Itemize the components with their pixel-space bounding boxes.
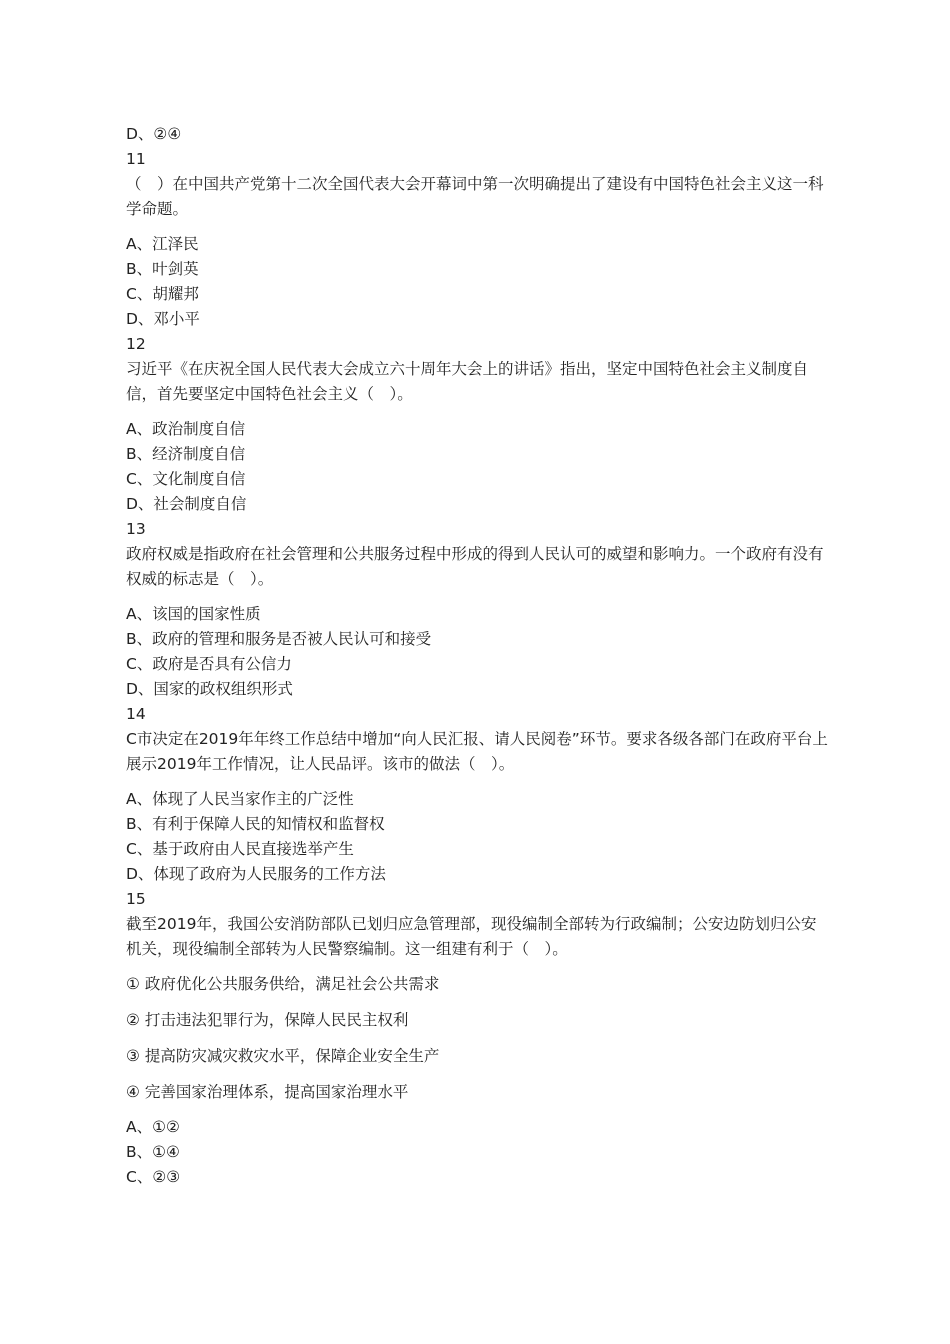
- option-b: B、经济制度自信: [126, 445, 246, 463]
- option-a: A、体现了人民当家作主的广泛性: [126, 790, 354, 808]
- question-number: 11: [126, 150, 146, 168]
- statement-2: ② 打击违法犯罪行为，保障人民民主权利: [126, 1011, 409, 1029]
- option-b: B、政府的管理和服务是否被人民认可和接受: [126, 630, 432, 648]
- statement-1: ① 政府优化公共服务供给，满足社会公共需求: [126, 975, 440, 993]
- option-d: D、邓小平: [126, 310, 200, 328]
- question-text: 习近平《在庆祝全国人民代表大会成立六十周年大会上的讲话》指出，坚定中国特色社会主义制度自信，首先要坚定中国特色社会主义（ ）。: [126, 360, 809, 403]
- option-c: C、胡耀邦: [126, 285, 199, 303]
- statement-4: ④ 完善国家治理体系，提高国家治理水平: [126, 1083, 409, 1101]
- question-number: 13: [126, 520, 146, 538]
- question-number: 15: [126, 890, 146, 908]
- question-text: 截至2019年，我国公安消防部队已划归应急管理部，现役编制全部转为行政编制；公安边防划归公安机关，现役编制全部转为人民警察编制。这一组建有利于（ ）。: [126, 915, 817, 958]
- option-b: B、叶剑英: [126, 260, 199, 278]
- option-c: C、政府是否具有公信力: [126, 655, 292, 673]
- document-page: [126, 122, 828, 1190]
- option-b: B、①④: [126, 1143, 180, 1161]
- question-14: [126, 702, 828, 887]
- option-d: D、体现了政府为人民服务的工作方法: [126, 865, 386, 883]
- question-12: [126, 332, 828, 517]
- option-d: D、社会制度自信: [126, 495, 247, 513]
- option-b: B、有利于保障人民的知情权和监督权: [126, 815, 385, 833]
- question-15: [126, 887, 828, 1190]
- question-text: （ ）在中国共产党第十二次全国代表大会开幕词中第一次明确提出了建设有中国特色社会主义这一科学命题。: [126, 175, 824, 218]
- option-c: C、基于政府由人民直接选举产生: [126, 840, 354, 858]
- option-a: A、①②: [126, 1118, 180, 1136]
- option-d: D、国家的政权组织形式: [126, 680, 293, 698]
- option-a: A、该国的国家性质: [126, 605, 261, 623]
- question-text: 政府权威是指政府在社会管理和公共服务过程中形成的得到人民认可的威望和影响力。一个政府有没有权威的标志是（ ）。: [126, 545, 824, 588]
- option-a: A、政治制度自信: [126, 420, 246, 438]
- option-a: A、江泽民: [126, 235, 199, 253]
- question-number: 12: [126, 335, 146, 353]
- question-number: 14: [126, 705, 146, 723]
- statement-3: ③ 提高防灾减灾救灾水平，保障企业安全生产: [126, 1047, 440, 1065]
- prev-question-option-d: D、②④: [126, 125, 182, 143]
- question-13: [126, 517, 828, 702]
- option-c: C、文化制度自信: [126, 470, 246, 488]
- option-c: C、②③: [126, 1168, 181, 1186]
- question-text: C市决定在2019年年终工作总结中增加“向人民汇报、请人民阅卷”环节。要求各级各部门在政府平台上展示2019年工作情况，让人民品评。该市的做法（ ）。: [126, 730, 828, 773]
- question-11: [126, 147, 828, 332]
